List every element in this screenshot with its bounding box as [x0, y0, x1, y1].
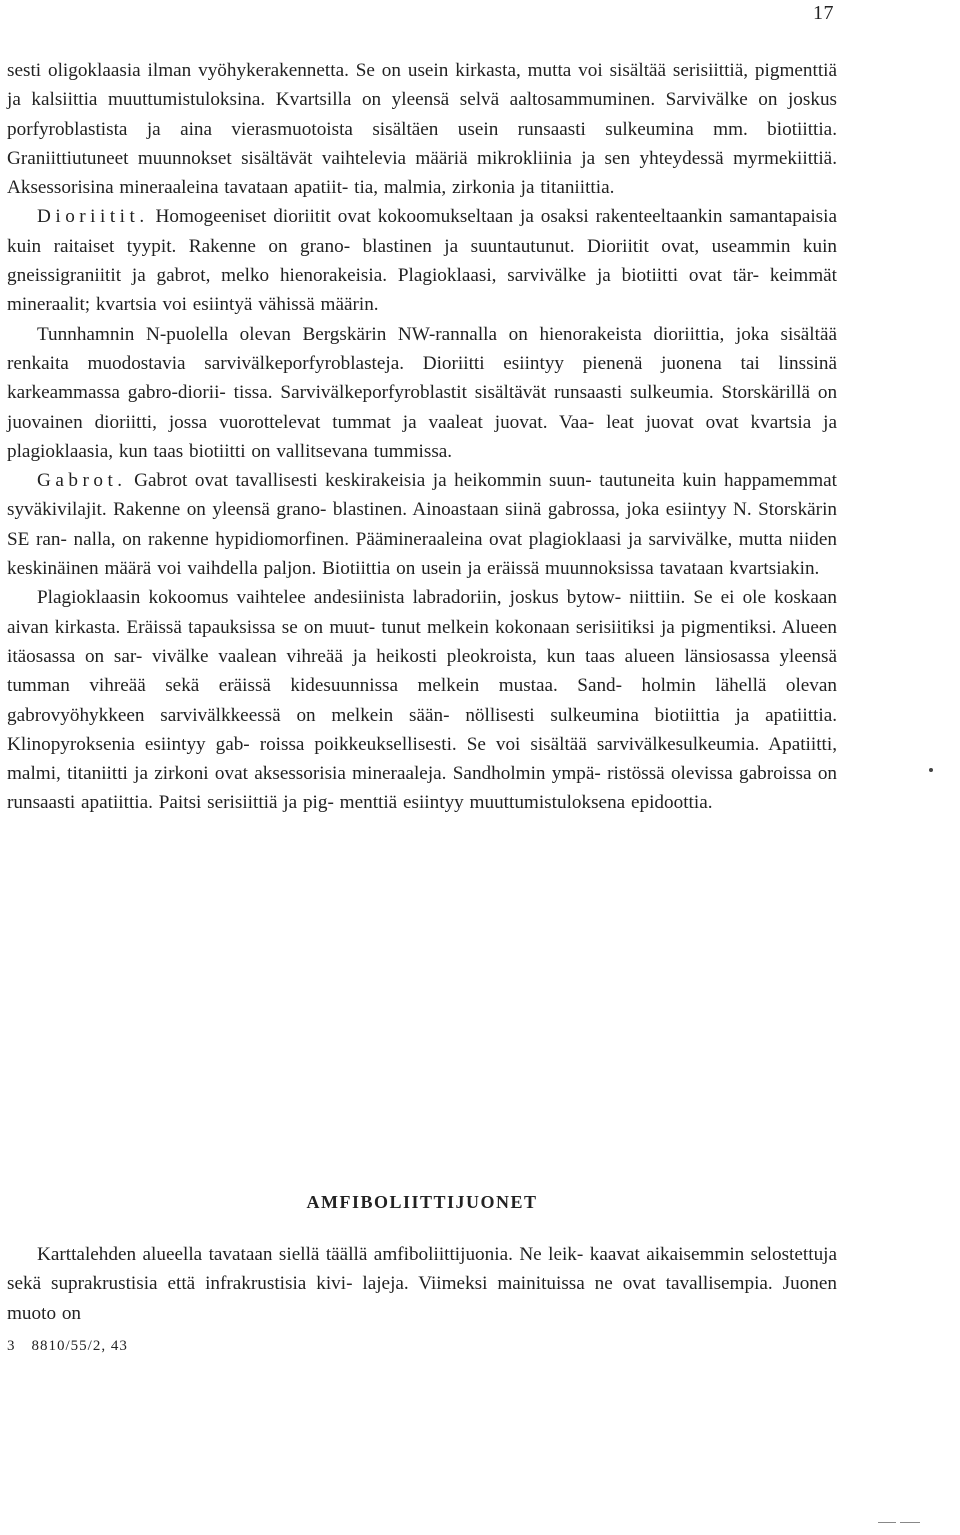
text-line: Dioriitti esiintyy pienenä juonena tai linssinä karkeammassa gabro-diorii-	[7, 352, 838, 404]
text-line: keimmät mineraalit; kvartsia voi esiintyä vähissä määrin.	[7, 265, 837, 316]
text-line: lajeja. Viimeksi mainituissa ne ovat tavallisempia. Juonen muoto on	[7, 1273, 837, 1324]
text-line: on juovainen dioriitti, jossa vuorottelevat tummat ja vaaleat juovat. Vaa-	[7, 382, 838, 433]
text-line: gabrot, melko hienorakeisia. Plagioklaasi, sarvivälke ja biotiitti ovat tär-	[156, 265, 760, 287]
text-line: Gabrot ovat tavallisesti keskirakeisia ja heikommin suun-	[134, 470, 592, 492]
section-heading: AMFIBOLIITTIJUONET	[306, 1192, 538, 1212]
text-line: sisältää serisiittiä, pigmenttiä ja kalsiittia muuttumistuloksina. Kvartsilla	[7, 60, 837, 111]
text-line: niittiin. Se ei ole koskaan aivan kirkasta. Eräissä tapauksissa se on muut-	[7, 587, 838, 638]
text-line: ristössä olevissa gabroissa on runsaasti apatiittia. Paitsi serisiittiä ja pig-	[7, 763, 838, 814]
text-line: Homogeeniset dioriitit ovat kokoomukseltaan ja osaksi	[155, 206, 589, 228]
text-line: Graniittiutuneet muunnokset sisältävät vaihtelevia määriä mikrokliinia ja	[7, 147, 596, 169]
text-line: Karttalehden alueella tavataan siellä täällä amfiboliittijuonia. Ne leik-	[37, 1244, 584, 1265]
section-body	[7, 1240, 837, 1328]
margin-mark	[929, 768, 933, 772]
text-line: sen yhteydessä myrmekiittiä. Aksessorisina mineraaleina tavataan apatiit-	[7, 147, 837, 199]
paragraph-dioriitit	[7, 202, 837, 319]
text-line: sarvivälke, mutta niiden keskinäinen määrä voi vaihdella paljon. Biotiittia	[7, 528, 837, 580]
text-line: on yleensä selvä aaltosammuminen. Sarvivälke on joskus porfyroblastista	[7, 89, 838, 140]
signature-number: 3	[7, 1338, 16, 1354]
paragraph-continuation	[7, 56, 837, 202]
text-line: tummissa.	[373, 440, 453, 462]
text-line: sesti oligoklaasia ilman vyöhykerakennetta. Se on usein kirkasta, mutta voi	[7, 60, 603, 81]
text-line: kaavat aikaisemmin selostettuja sekä suprakrustisia että infrakrustisia kivi-	[7, 1244, 838, 1295]
text-line: roissa poikkeuksellisesti. Se voi sisältää sarvivälkesulkeumia. Apatiitti,	[259, 733, 837, 755]
text-line: menttiä esiintyy muuttumistuloksena epidoottia.	[339, 792, 713, 814]
text-line: dioriittia, joka sisältää renkaita muodostavia sarvivälkeporfyroblasteja.	[7, 323, 837, 374]
paragraph-tunnhamnin	[7, 320, 837, 466]
text-line: on usein ja eräissä muunnoksissa tavataan kvartsiakin.	[396, 558, 820, 580]
text-line: nalla, on rakenne hypidiomorfinen. Päämineraaleina ovat plagioklaasi ja	[73, 528, 642, 550]
text-line: blastinen ja suuntautunut. Dioriitit ovat, useammin kuin gneissigraniitit ja	[7, 235, 838, 287]
text-line: blastinen. Ainoastaan siinä gabrossa, joka esiintyy N. Storskärin SE ran-	[7, 499, 837, 550]
text-line: leat juovat ovat kvartsia ja plagioklaasia, kun taas biotiitti on vallitsevana	[7, 411, 837, 462]
text-line: tunut melkein kokonaan serisiitiksi ja pigmentiksi. Alueen itäosassa on sar-	[7, 616, 837, 667]
text-line: tissa. Sarvivälkeporfyroblastit sisältävät runsaasti sulkeumia. Storskärillä	[233, 382, 810, 404]
text-line: ja aina vierasmuotoista sisältäen usein runsaasti sulkeumina mm. biotiittia.	[146, 118, 837, 140]
page-number: 17	[813, 2, 834, 24]
text-line: malmi, titaniitti ja zirkoni ovat aksessorisia mineraaleja. Sandholmin ympä-	[7, 763, 601, 785]
main-text	[7, 56, 837, 818]
text-line: holmin lähellä olevan gabrovyöhykkeen sarvivälkkeessä on melkein sään-	[7, 675, 837, 726]
paragraph-plagioklaasin	[7, 583, 837, 817]
text-line: Plagioklaasin kokoomus vaihtelee andesiinista labradoriin, joskus bytow-	[37, 587, 622, 609]
run-in-heading-gabrot: Gabrot.	[37, 470, 127, 492]
text-line: Tunnhamnin N-puolella olevan Bergskärin NW-rannalla on hienorakeista	[37, 323, 642, 345]
run-in-heading-dioriitit: Dioriitit.	[37, 206, 149, 228]
text-line: rakenteeltaankin samantapaisia kuin raitaiset tyypit. Rakenne on grano-	[7, 206, 837, 257]
text-line: tia, malmia, zirkonia ja titaniittia.	[354, 177, 615, 199]
paragraph-gabrot	[7, 466, 837, 583]
printer-signature	[7, 1338, 128, 1355]
text-line: yleensä tumman vihreää sekä eräissä kidesuunnissa melkein mustaa. Sand-	[7, 645, 837, 697]
scan-artifact-lines	[878, 1522, 920, 1528]
paragraph-amfiboliitti	[7, 1240, 837, 1328]
text-line: tautuneita kuin happamemmat syväkivilajit. Rakenne on yleensä grano-	[7, 470, 838, 521]
signature-code: 8810/55/2, 43	[31, 1338, 128, 1354]
text-line: nöllisesti sulkeumina biotiittia ja apatiittia. Klinopyroksenia esiintyy gab-	[7, 704, 838, 755]
text-line: vivälke vaalean vihreää ja heikosti pleokroista, kun taas alueen länsiosassa	[151, 645, 770, 667]
